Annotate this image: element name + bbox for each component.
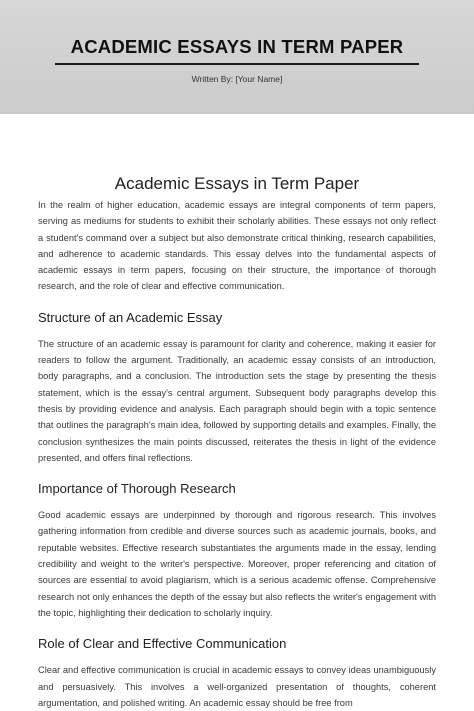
document-header: [0, 0, 474, 114]
document-body: [0, 175, 474, 711]
section-heading-communication: Role of Clear and Effective Communication: [38, 636, 287, 652]
intro-paragraph: In the realm of higher education, academic essays are integral components of term papers, serving as mediums for students to exhibit their scholarly abilities. These essays not only reflect a student's command over a subject but also demonstrate critical thinking, research capabilities, and adherence to academic standards. This essay delves into the fundamental aspects of academic essays in term papers, focusing on their structure, the importance of thorough research, and the role of clear and effective communication.: [38, 200, 436, 292]
author-line: Written By: [Your Name]: [191, 74, 283, 84]
section-heading-research: Importance of Thorough Research: [38, 481, 236, 497]
document-header-title: ACADEMIC ESSAYS IN TERM PAPER: [70, 36, 404, 57]
section-body-structure: The structure of an academic essay is paramount for clarity and coherence, making it easier for readers to follow the argument. Traditionally, an academic essay consists of an introduction, body paragraphs, and a conclusion. The introduction sets the stage by presenting the thesis statement, which is the essay's central argument. Subsequent body paragraphs develop this thesis by providing evidence and analysis. Each paragraph should begin with a topic sentence that outlines the paragraph's main idea, followed by supporting details and examples. Finally, the conclusion synthesizes the main points discussed, reiterates the thesis in light of the evidence presented, and offers final reflections.: [38, 338, 436, 463]
essay-title: Academic Essays in Term Paper: [114, 174, 360, 193]
header-divider: [55, 63, 419, 65]
section-body-research: Good academic essays are underpinned by thorough and rigorous research. This involves gathering information from credible and diverse sources such as academic journals, books, and reputable websites. Effective research substantiates the arguments made in the essay, lending credibility and weight to the writer's perspective. Moreover, proper referencing and citation of sources are essential to avoid plagiarism, which is a serious academic offense. Comprehensive research not only enhances the depth of the essay but also reflects the writer's engagement with the topic, highlighting their dedication to scholarly inquiry.: [38, 510, 436, 618]
section-body-communication: Clear and effective communication is crucial in academic essays to convey ideas unambiguously and persuasively. This involves a well-organized presentation of thoughts, coherent argumentation, and polished writing. An academic essay should be free from: [38, 665, 436, 708]
section-heading-structure: Structure of an Academic Essay: [38, 309, 223, 325]
